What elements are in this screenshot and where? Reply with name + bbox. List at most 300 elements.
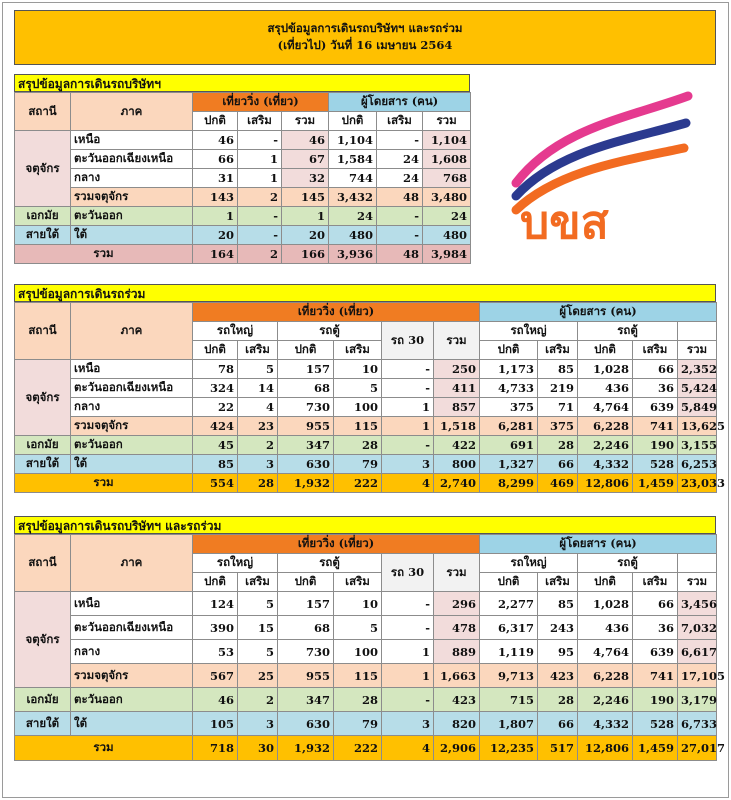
- value-cell: 423: [434, 688, 480, 712]
- value-cell: 66: [633, 592, 678, 616]
- hdr-normal: ปกติ: [193, 573, 238, 592]
- value-cell: 3,456: [678, 592, 717, 616]
- region-cell: ตะวันออก: [71, 688, 193, 712]
- hdr-extra: เสริม: [334, 341, 382, 360]
- region-cell: กลาง: [71, 169, 193, 188]
- hdr-extra: เสริม: [238, 573, 278, 592]
- table-row: [15, 360, 717, 379]
- station-cell: เอกมัย: [15, 436, 71, 455]
- value-cell: 3: [382, 712, 434, 736]
- station-cell: จตุจักร: [15, 592, 71, 688]
- value-cell: 1: [382, 417, 434, 436]
- hdr-big-bus: รถใหญ่: [193, 554, 278, 573]
- company-table: [14, 92, 471, 264]
- total-value-cell: 12,806: [578, 736, 633, 761]
- value-cell: -: [238, 131, 282, 150]
- value-cell: 889: [434, 640, 480, 664]
- value-cell: 4: [238, 398, 278, 417]
- value-cell: 6,228: [578, 417, 633, 436]
- hdr-station: สถานี: [15, 535, 71, 592]
- value-cell: -: [377, 207, 423, 226]
- value-cell: 157: [278, 360, 334, 379]
- hdr-bus30: รถ 30: [382, 554, 434, 592]
- value-cell: 3: [238, 455, 278, 474]
- hdr-total: รวม: [434, 554, 480, 592]
- hdr-normal: ปกติ: [278, 573, 334, 592]
- company-section: [14, 74, 470, 264]
- value-cell: 24: [377, 150, 423, 169]
- combined-table: [14, 534, 726, 761]
- table-row: [15, 616, 717, 640]
- value-cell: 10: [334, 592, 382, 616]
- value-cell: 1: [238, 150, 282, 169]
- total-value-cell: 3,984: [423, 245, 471, 264]
- hdr-total: รวม: [678, 341, 717, 360]
- total-value-cell: 2,906: [434, 736, 480, 761]
- hdr-region: ภาค: [71, 93, 193, 131]
- total-value-cell: 222: [334, 474, 382, 493]
- total-value-cell: 27,017: [678, 736, 717, 761]
- value-cell: 219: [538, 379, 578, 398]
- station-cell: สายใต้: [15, 455, 71, 474]
- value-cell: 1,028: [578, 592, 633, 616]
- value-cell: 424: [193, 417, 238, 436]
- hdr-total: รวม: [423, 112, 471, 131]
- value-cell: 24: [329, 207, 377, 226]
- value-cell: 639: [633, 640, 678, 664]
- hdr-van: รถตู้: [578, 322, 678, 341]
- value-cell: 2,246: [578, 436, 633, 455]
- station-cell: สายใต้: [15, 226, 71, 245]
- hdr-passengers: ผู้โดยสาร (คน): [329, 93, 471, 112]
- value-cell: 68: [278, 616, 334, 640]
- value-cell: 95: [538, 640, 578, 664]
- value-cell: 20: [282, 226, 329, 245]
- value-cell: 6,733: [678, 712, 717, 736]
- total-row: [15, 474, 717, 493]
- table-row: [15, 640, 717, 664]
- hdr-extra: เสริม: [238, 341, 278, 360]
- value-cell: 1,663: [434, 664, 480, 688]
- region-cell: กลาง: [71, 398, 193, 417]
- value-cell: 1,807: [480, 712, 538, 736]
- value-cell: 436: [578, 379, 633, 398]
- hdr-normal: ปกติ: [278, 341, 334, 360]
- hdr-total: รวม: [434, 322, 480, 360]
- value-cell: 7,032: [678, 616, 717, 640]
- value-cell: 422: [434, 436, 480, 455]
- value-cell: 2,246: [578, 688, 633, 712]
- total-row: [15, 245, 471, 264]
- value-cell: 78: [193, 360, 238, 379]
- value-cell: 3,179: [678, 688, 717, 712]
- value-cell: 639: [633, 398, 678, 417]
- value-cell: 22: [193, 398, 238, 417]
- value-cell: 6,617: [678, 640, 717, 664]
- value-cell: 28: [334, 688, 382, 712]
- value-cell: 1,028: [578, 360, 633, 379]
- value-cell: -: [377, 226, 423, 245]
- value-cell: 124: [193, 592, 238, 616]
- hdr-normal: ปกติ: [480, 573, 538, 592]
- total-value-cell: 4: [382, 474, 434, 493]
- hdr-region: ภาค: [71, 303, 193, 360]
- value-cell: 9,713: [480, 664, 538, 688]
- value-cell: 20: [193, 226, 238, 245]
- value-cell: 157: [278, 592, 334, 616]
- value-cell: 2,277: [480, 592, 538, 616]
- value-cell: 955: [278, 417, 334, 436]
- table-row: [15, 455, 717, 474]
- joint-table-body: [15, 360, 726, 493]
- value-cell: 2,352: [678, 360, 717, 379]
- value-cell: 6,253: [678, 455, 717, 474]
- value-cell: 1,327: [480, 455, 538, 474]
- value-cell: 13,625: [678, 417, 717, 436]
- value-cell: 347: [278, 688, 334, 712]
- logo-text: บขส: [520, 195, 609, 249]
- value-cell: 820: [434, 712, 480, 736]
- total-value-cell: 517: [538, 736, 578, 761]
- value-cell: 105: [193, 712, 238, 736]
- report-header: [14, 10, 716, 65]
- value-cell: 5: [238, 360, 278, 379]
- hdr-total: รวม: [282, 112, 329, 131]
- value-cell: 100: [334, 398, 382, 417]
- value-cell: 741: [633, 664, 678, 688]
- table-row: [15, 712, 717, 736]
- total-value-cell: 48: [377, 245, 423, 264]
- table-row: [15, 664, 717, 688]
- value-cell: 324: [193, 379, 238, 398]
- value-cell: 480: [423, 226, 471, 245]
- value-cell: 1: [193, 207, 238, 226]
- hdr-van: รถตู้: [278, 554, 382, 573]
- hdr-normal: ปกติ: [578, 341, 633, 360]
- station-cell: เอกมัย: [15, 207, 71, 226]
- total-value-cell: 1,932: [278, 474, 334, 493]
- value-cell: 14: [238, 379, 278, 398]
- region-cell: ใต้: [71, 712, 193, 736]
- value-cell: 1,608: [423, 150, 471, 169]
- hdr-passengers: ผู้โดยสาร (คน): [480, 303, 717, 322]
- value-cell: 730: [278, 640, 334, 664]
- table-row: [15, 207, 471, 226]
- value-cell: 31: [193, 169, 238, 188]
- region-cell: ตะวันออกเฉียงเหนือ: [71, 616, 193, 640]
- value-cell: 15: [238, 616, 278, 640]
- hdr-normal: ปกติ: [480, 341, 538, 360]
- hdr-van: รถตู้: [578, 554, 678, 573]
- hdr-big-bus: รถใหญ่: [193, 322, 278, 341]
- value-cell: 25: [238, 664, 278, 688]
- value-cell: 250: [434, 360, 480, 379]
- value-cell: 28: [538, 436, 578, 455]
- hdr-extra: เสริม: [377, 112, 423, 131]
- value-cell: 5: [238, 640, 278, 664]
- hdr-big-bus: รถใหญ่: [480, 554, 578, 573]
- value-cell: 375: [480, 398, 538, 417]
- hdr-normal: ปกติ: [193, 341, 238, 360]
- value-cell: 5: [334, 616, 382, 640]
- value-cell: 1,173: [480, 360, 538, 379]
- table-row: [15, 688, 717, 712]
- value-cell: 66: [633, 360, 678, 379]
- total-value-cell: 1,932: [278, 736, 334, 761]
- hdr-station: สถานี: [15, 93, 71, 131]
- total-value-cell: 718: [193, 736, 238, 761]
- value-cell: 6,228: [578, 664, 633, 688]
- value-cell: 23: [238, 417, 278, 436]
- table-row: [15, 131, 471, 150]
- value-cell: 480: [329, 226, 377, 245]
- total-value-cell: 4: [382, 736, 434, 761]
- total-row: [15, 736, 717, 761]
- value-cell: 3,432: [329, 188, 377, 207]
- station-cell: จตุจักร: [15, 360, 71, 436]
- value-cell: 36: [633, 616, 678, 640]
- hdr-trips: เที่ยววิ่ง (เที่ยว): [193, 535, 480, 554]
- value-cell: 1: [382, 640, 434, 664]
- hdr-van: รถตู้: [278, 322, 382, 341]
- value-cell: 528: [633, 712, 678, 736]
- value-cell: 46: [193, 688, 238, 712]
- value-cell: -: [382, 616, 434, 640]
- table-row: [15, 226, 471, 245]
- total-label: รวม: [15, 245, 193, 264]
- value-cell: 2: [238, 688, 278, 712]
- total-value-cell: 554: [193, 474, 238, 493]
- value-cell: 1,104: [423, 131, 471, 150]
- hdr-extra: เสริม: [633, 573, 678, 592]
- value-cell: 68: [278, 379, 334, 398]
- value-cell: 79: [334, 455, 382, 474]
- value-cell: 2: [238, 436, 278, 455]
- value-cell: 5,849: [678, 398, 717, 417]
- value-cell: 66: [538, 455, 578, 474]
- value-cell: 17,105: [678, 664, 717, 688]
- value-cell: 730: [278, 398, 334, 417]
- value-cell: 955: [278, 664, 334, 688]
- value-cell: 436: [578, 616, 633, 640]
- value-cell: 24: [377, 169, 423, 188]
- value-cell: 67: [282, 150, 329, 169]
- station-cell: สายใต้: [15, 712, 71, 736]
- table-row: [15, 592, 717, 616]
- value-cell: 71: [538, 398, 578, 417]
- total-label: รวม: [15, 474, 193, 493]
- value-cell: 3: [382, 455, 434, 474]
- table-row: [15, 150, 471, 169]
- value-cell: 5,424: [678, 379, 717, 398]
- total-value-cell: 8,299: [480, 474, 538, 493]
- region-cell: ตะวันออก: [71, 207, 193, 226]
- value-cell: 741: [633, 417, 678, 436]
- value-cell: 630: [278, 712, 334, 736]
- value-cell: 24: [423, 207, 471, 226]
- total-value-cell: 222: [334, 736, 382, 761]
- total-value-cell: 2,740: [434, 474, 480, 493]
- value-cell: -: [377, 131, 423, 150]
- value-cell: 145: [282, 188, 329, 207]
- value-cell: 28: [538, 688, 578, 712]
- company-section-title: สรุปข้อมูลการเดินรถบริษัทฯ: [14, 74, 470, 92]
- value-cell: 1: [282, 207, 329, 226]
- value-cell: 5: [238, 592, 278, 616]
- value-cell: 10: [334, 360, 382, 379]
- value-cell: 423: [538, 664, 578, 688]
- report-title: สรุปข้อมูลการเดินรถบริษัทฯ และรถร่วม: [267, 21, 463, 35]
- value-cell: 2: [238, 188, 282, 207]
- value-cell: 66: [193, 150, 238, 169]
- bks-logo: [498, 88, 698, 248]
- value-cell: 768: [423, 169, 471, 188]
- hdr-normal: ปกติ: [578, 573, 633, 592]
- value-cell: 4,332: [578, 712, 633, 736]
- value-cell: 3: [238, 712, 278, 736]
- table-row: [15, 188, 471, 207]
- value-cell: 691: [480, 436, 538, 455]
- value-cell: 296: [434, 592, 480, 616]
- total-value-cell: 2: [238, 245, 282, 264]
- region-cell: กลาง: [71, 640, 193, 664]
- hdr-blank: [678, 554, 717, 573]
- total-value-cell: 28: [238, 474, 278, 493]
- value-cell: 567: [193, 664, 238, 688]
- hdr-trips: เที่ยววิ่ง (เที่ยว): [193, 93, 329, 112]
- value-cell: 800: [434, 455, 480, 474]
- combined-section: [14, 516, 726, 761]
- region-cell: รวมจตุจักร: [71, 664, 193, 688]
- value-cell: 478: [434, 616, 480, 640]
- hdr-trips: เที่ยววิ่ง (เที่ยว): [193, 303, 480, 322]
- hdr-normal: ปกติ: [329, 112, 377, 131]
- region-cell: ใต้: [71, 455, 193, 474]
- value-cell: 6,317: [480, 616, 538, 640]
- total-value-cell: 164: [193, 245, 238, 264]
- value-cell: 66: [538, 712, 578, 736]
- region-cell: เหนือ: [71, 592, 193, 616]
- total-value-cell: 1,459: [633, 736, 678, 761]
- value-cell: 243: [538, 616, 578, 640]
- value-cell: 3,155: [678, 436, 717, 455]
- value-cell: 1,104: [329, 131, 377, 150]
- total-value-cell: 23,033: [678, 474, 717, 493]
- hdr-passengers: ผู้โดยสาร (คน): [480, 535, 717, 554]
- value-cell: 115: [334, 664, 382, 688]
- station-cell: จตุจักร: [15, 131, 71, 207]
- value-cell: 45: [193, 436, 238, 455]
- table-row: [15, 379, 717, 398]
- value-cell: 6,281: [480, 417, 538, 436]
- value-cell: 85: [193, 455, 238, 474]
- region-cell: รวมจตุจักร: [71, 417, 193, 436]
- value-cell: 79: [334, 712, 382, 736]
- hdr-region: ภาค: [71, 535, 193, 592]
- combined-section-title: สรุปข้อมูลการเดินรถบริษัทฯ และรถร่วม: [14, 516, 716, 534]
- value-cell: 390: [193, 616, 238, 640]
- value-cell: 1: [382, 664, 434, 688]
- joint-section: [14, 284, 726, 493]
- value-cell: 528: [633, 455, 678, 474]
- company-table-body: [15, 131, 471, 264]
- value-cell: 5: [334, 379, 382, 398]
- value-cell: 32: [282, 169, 329, 188]
- total-label: รวม: [15, 736, 193, 761]
- value-cell: -: [382, 379, 434, 398]
- total-value-cell: 469: [538, 474, 578, 493]
- region-cell: ตะวันออก: [71, 436, 193, 455]
- table-row: [15, 169, 471, 188]
- table-row: [15, 417, 717, 436]
- value-cell: 28: [334, 436, 382, 455]
- region-cell: ตะวันออกเฉียงเหนือ: [71, 379, 193, 398]
- value-cell: 85: [538, 360, 578, 379]
- report-date: (เที่ยวไป) วันที่ 16 เมษายน 2564: [277, 38, 453, 52]
- value-cell: 347: [278, 436, 334, 455]
- value-cell: 1,518: [434, 417, 480, 436]
- value-cell: 3,480: [423, 188, 471, 207]
- value-cell: 857: [434, 398, 480, 417]
- value-cell: 630: [278, 455, 334, 474]
- value-cell: 4,332: [578, 455, 633, 474]
- value-cell: 115: [334, 417, 382, 436]
- value-cell: 85: [538, 592, 578, 616]
- region-cell: ใต้: [71, 226, 193, 245]
- value-cell: -: [382, 688, 434, 712]
- hdr-station: สถานี: [15, 303, 71, 360]
- value-cell: 375: [538, 417, 578, 436]
- value-cell: -: [382, 436, 434, 455]
- total-value-cell: 166: [282, 245, 329, 264]
- value-cell: 744: [329, 169, 377, 188]
- value-cell: 190: [633, 688, 678, 712]
- hdr-big-bus: รถใหญ่: [480, 322, 578, 341]
- value-cell: 1,119: [480, 640, 538, 664]
- value-cell: 46: [282, 131, 329, 150]
- value-cell: 53: [193, 640, 238, 664]
- value-cell: 4,764: [578, 640, 633, 664]
- region-cell: เหนือ: [71, 360, 193, 379]
- region-cell: รวมจตุจักร: [71, 188, 193, 207]
- region-cell: เหนือ: [71, 131, 193, 150]
- table-row: [15, 398, 717, 417]
- total-value-cell: 30: [238, 736, 278, 761]
- value-cell: 4,733: [480, 379, 538, 398]
- hdr-extra: เสริม: [538, 573, 578, 592]
- hdr-total: รวม: [678, 573, 717, 592]
- joint-table: [14, 302, 726, 493]
- total-value-cell: 1,459: [633, 474, 678, 493]
- value-cell: -: [382, 360, 434, 379]
- total-value-cell: 12,806: [578, 474, 633, 493]
- hdr-bus30: รถ 30: [382, 322, 434, 360]
- hdr-blank: [678, 322, 717, 341]
- total-value-cell: 12,235: [480, 736, 538, 761]
- value-cell: 1: [238, 169, 282, 188]
- value-cell: 411: [434, 379, 480, 398]
- value-cell: 46: [193, 131, 238, 150]
- value-cell: 715: [480, 688, 538, 712]
- total-value-cell: 3,936: [329, 245, 377, 264]
- hdr-extra: เสริม: [334, 573, 382, 592]
- value-cell: 36: [633, 379, 678, 398]
- table-row: [15, 436, 717, 455]
- value-cell: 4,764: [578, 398, 633, 417]
- value-cell: 190: [633, 436, 678, 455]
- value-cell: 143: [193, 188, 238, 207]
- joint-section-title: สรุปข้อมูลการเดินรถร่วม: [14, 284, 716, 302]
